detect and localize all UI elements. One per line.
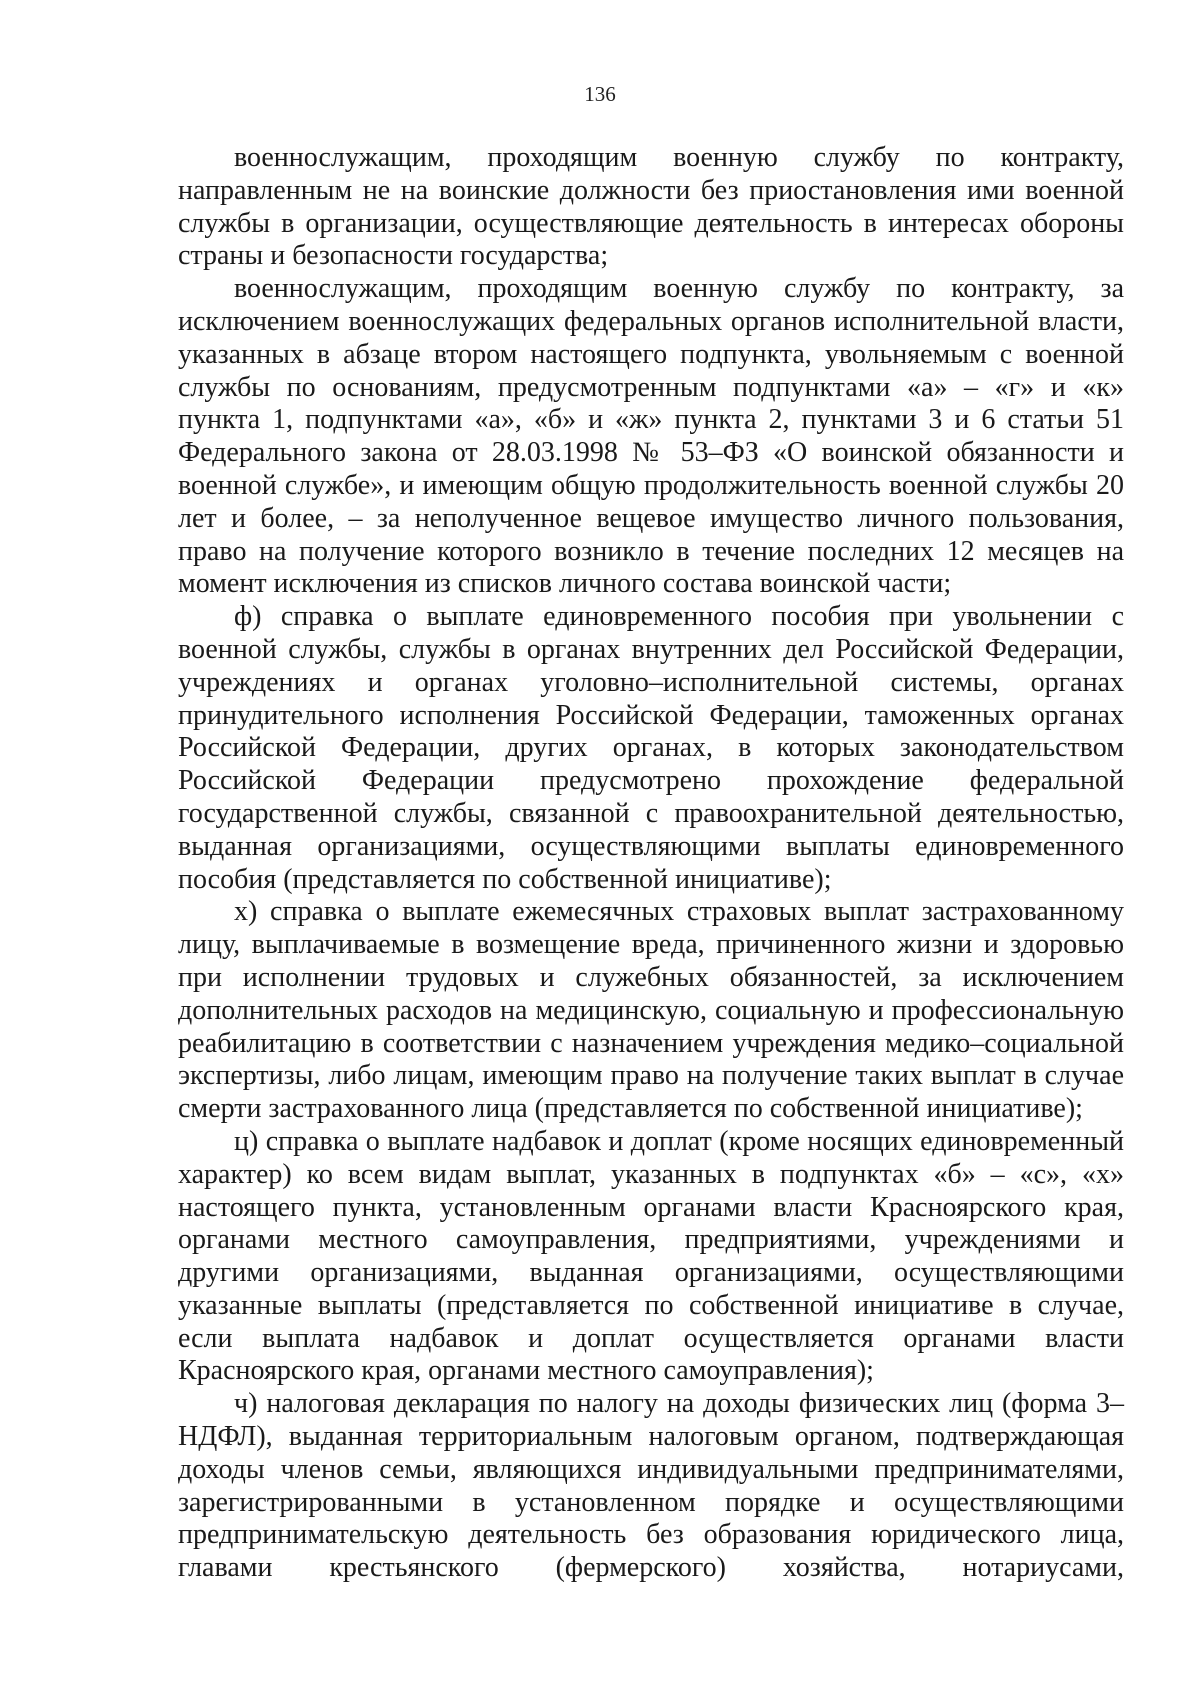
document-body: [178, 142, 1124, 1585]
paragraph-item-kh-insurance-payments: х) справка о выплате ежемесячных страховых выплат застрахованному лицу, выплачиваемые в возмещение вреда, причиненного жизни и здоровью при исполнении трудовых и служебных обязанностей, за исключением дополнительных расходов на медицинскую, социальную и профессиональную реабилитацию в соответствии с назначением учреждения медико–социальной экспертизы, либо лицам, имеющим право на получение таких выплат в случае смерти застрахованного лица (представляется по собственной инициативе);: [178, 896, 1124, 1125]
paragraph-item-f-lump-sum-allowance: ф) справка о выплате единовременного пособия при увольнении с военной службы, службы в органах внутренних дел Российской Федерации, учреждениях и органах уголовно–исполнительной системы, органах принудительного исполнения Российской Федерации, таможенных органах Российской Федерации, других органах, в которых законодательством Российской Федерации предусмотрено прохождение федеральной государственной службы, связанной с правоохранительной деятельностью, выданная организациями, осуществляющими выплаты единовременного пособия (представляется по собственной инициативе);: [178, 601, 1124, 895]
paragraph-servicemen-assigned: военнослужащим, проходящим военную службу по контракту, направленным не на воинские должности без приостановления ими военной службы в организации, осуществляющие деятельность в интересах обороны страны и безопасности государства;: [178, 142, 1124, 272]
paragraph-servicemen-discharged: военнослужащим, проходящим военную службу по контракту, за исключением военнослужащих федеральных органов исполнительной власти, указанных в абзаце втором настоящего подпункта, увольняемым с военной службы по основаниям, предусмотренным подпунктами «а» – «г» и «к» пункта 1, подпунктами «а», «б» и «ж» пункта 2, пунктами 3 и 6 статьи 51 Федерального закона от 28.03.1998 № 53–ФЗ «О воинской обязанности и военной службе», и имеющим общую продолжительность военной службы 20 лет и более, – за неполученное вещевое имущество личного пользования, право на получение которого возникло в течение последних 12 месяцев на момент исключения из списков личного состава воинской части;: [178, 273, 1124, 600]
paragraph-item-ch-tax-declaration: ч) налоговая декларация по налогу на доходы физических лиц (форма 3–НДФЛ), выданная территориальным налоговым органом, подтверждающая доходы членов семьи, являющихся индивидуальными предпринимателями, зарегистрированными в установленном порядке и осуществляющими предпринимательскую деятельность без образования юридического лица, главами крестьянского (фермерского) хозяйства, нотариусами,: [178, 1388, 1124, 1584]
page-number: 136: [584, 82, 616, 106]
paragraph-item-ts-allowances: ц) справка о выплате надбавок и доплат (кроме носящих единовременный характер) ко всем видам выплат, указанных в подпунктах «б» – «с», «х» настоящего пункта, установленным органами власти Красноярского края, органами местного самоуправления, предприятиями, учреждениями и другими организациями, выданная организациями, осуществляющими указанные выплаты (представляется по собственной инициативе в случае, если выплата надбавок и доплат осуществляется органами власти Красноярского края, органами местного самоуправления);: [178, 1125, 1124, 1387]
